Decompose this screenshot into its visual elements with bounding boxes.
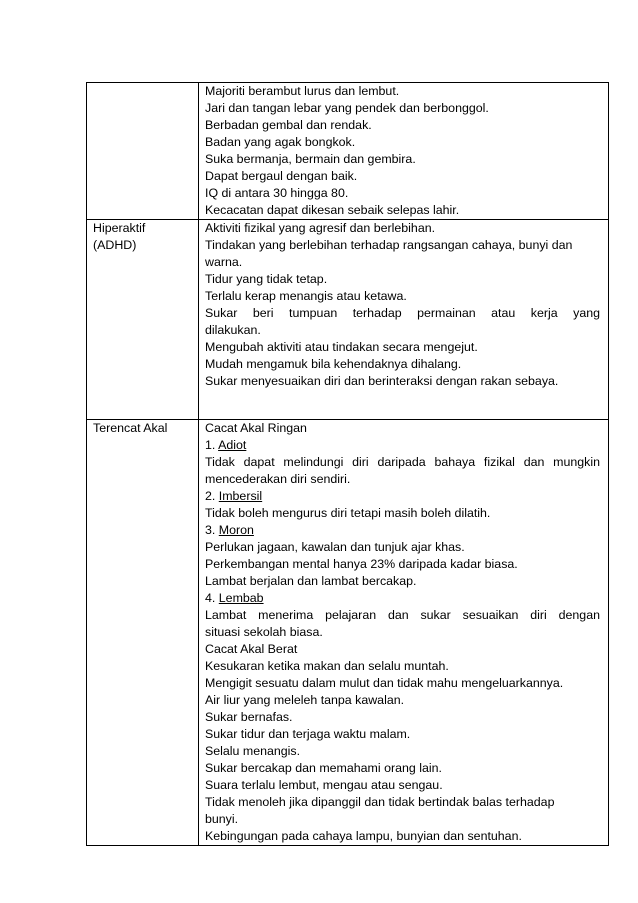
category-cell <box>87 220 199 420</box>
numbered-heading <box>205 590 600 607</box>
category-label: Terencat Akal <box>93 421 168 435</box>
text-line: Terlalu kerap menangis atau ketawa. <box>205 289 407 303</box>
description-cell <box>199 220 609 420</box>
text-line: IQ di antara 30 hingga 80. <box>205 186 349 200</box>
description-cell <box>199 83 609 220</box>
text-line: Sukar menyesuaikan diri dan berinteraksi dengan rakan sebaya. <box>205 374 559 388</box>
text-line: Mengubah aktiviti atau tindakan secara mengejut. <box>205 340 478 354</box>
text-line: Sukar tidur dan terjaga waktu malam. <box>205 727 411 741</box>
item-title: Moron <box>218 523 254 537</box>
text-line: Perkembangan mental hanya 23% daripada kadar biasa. <box>205 557 518 571</box>
table-row <box>87 83 609 220</box>
text-line: Dapat bergaul dengan baik. <box>205 169 358 183</box>
item-title: Imbersil <box>218 489 263 503</box>
text-line: Jari dan tangan lebar yang pendek dan berbonggol. <box>205 101 489 115</box>
text-line: Cacat Akal Berat <box>205 642 298 656</box>
text-line: Mudah mengamuk bila kehendaknya dihalang. <box>205 357 462 371</box>
item-number: 1. <box>205 438 219 452</box>
text-line: Suka bermanja, bermain dan gembira. <box>205 152 416 166</box>
description-cell <box>199 420 609 846</box>
category-cell <box>87 83 199 220</box>
text-line: Kebingungan pada cahaya lampu, bunyian dan sentuhan. <box>205 829 522 843</box>
text-line: Tidak menoleh jika dipanggil dan tidak bertindak balas terhadap <box>205 795 555 809</box>
numbered-heading <box>205 522 600 539</box>
text-line: situasi sekolah biasa. <box>205 625 323 639</box>
text-line: dilakukan. <box>205 323 261 337</box>
item-number: 4. <box>205 591 219 605</box>
text-line: Berbadan gembal dan rendak. <box>205 118 372 132</box>
text-line: Perlukan jagaan, kawalan dan tunjuk ajar khas. <box>205 540 465 554</box>
text-line: mencederakan diri sendiri. <box>205 472 351 486</box>
characteristics-table <box>86 82 609 846</box>
text-line: Sukar beri tumpuan terhadap permainan atau kerja yang <box>205 306 600 320</box>
item-number: 2. <box>205 489 219 503</box>
text-line: Lambat berjalan dan lambat bercakap. <box>205 574 417 588</box>
text-line: Sukar bernafas. <box>205 710 293 724</box>
text-line: Suara terlalu lembut, mengau atau sengau. <box>205 778 443 792</box>
text-line: Mengigit sesuatu dalam mulut dan tidak mahu mengeluarkannya. <box>205 676 564 690</box>
text-line: Kesukaran ketika makan dan selalu muntah. <box>205 659 449 673</box>
text-line: Cacat Akal Ringan <box>205 421 307 435</box>
text-line: Air liur yang meleleh tanpa kawalan. <box>205 693 405 707</box>
numbered-heading <box>205 437 600 454</box>
text-line: Tindakan yang berlebihan terhadap rangsangan cahaya, bunyi dan <box>205 238 573 252</box>
text-line: Tidur yang tidak tetap. <box>205 272 328 286</box>
text-line: Selalu menangis. <box>205 744 301 758</box>
category-cell <box>87 420 199 846</box>
text-line: Tidak boleh mengurus diri tetapi masih boleh dilatih. <box>205 506 491 520</box>
text-line: bunyi. <box>205 812 239 826</box>
table-row <box>87 420 609 846</box>
item-number: 3. <box>205 523 219 537</box>
text-line: Lambat menerima pelajaran dan sukar sesuaikan diri dengan <box>205 608 600 622</box>
text-line: Kecacatan dapat dikesan sebaik selepas lahir. <box>205 203 460 217</box>
item-title: Lembab <box>218 591 264 605</box>
item-title: Adiot <box>218 438 247 452</box>
numbered-heading <box>205 488 600 505</box>
text-line: Majoriti berambut lurus dan lembut. <box>205 84 400 98</box>
text-line: warna. <box>205 255 243 269</box>
category-label: (ADHD) <box>93 238 137 252</box>
text-line: Sukar bercakap dan memahami orang lain. <box>205 761 442 775</box>
text-line: Tidak dapat melindungi diri daripada bahaya fizikal dan mungkin <box>205 455 600 469</box>
text-line: Aktiviti fizikal yang agresif dan berlebihan. <box>205 221 436 235</box>
category-label: Hiperaktif <box>93 221 146 235</box>
text-line: Badan yang agak bongkok. <box>205 135 356 149</box>
table-row <box>87 220 609 420</box>
